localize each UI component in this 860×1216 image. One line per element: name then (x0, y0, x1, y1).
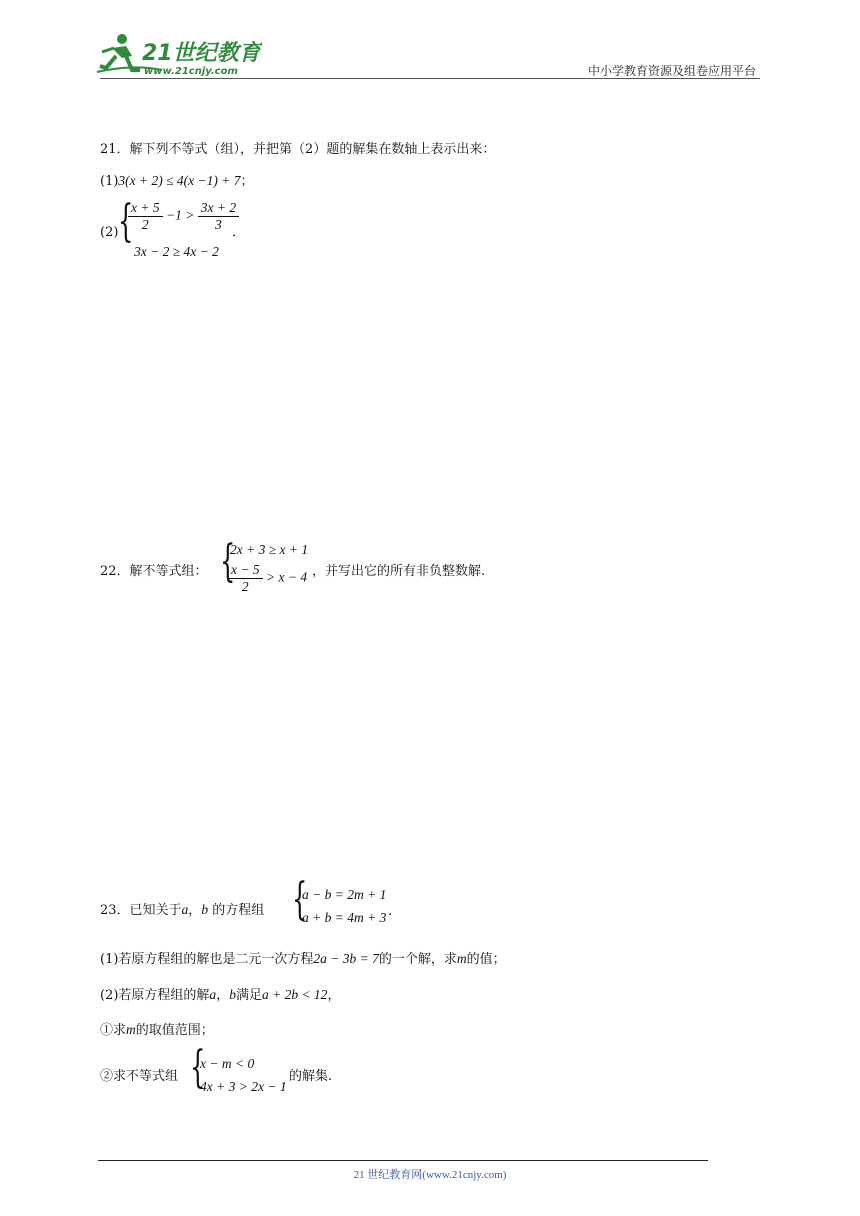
q23-c2-text-a: ②求不等式组 (100, 1069, 179, 1084)
q23-c1-var: m (126, 1022, 136, 1037)
q23-c2-text-b: 的解集. (289, 1069, 333, 1084)
q21-system-line1 (128, 200, 239, 233)
q23-p1-text-c: 的值； (466, 952, 506, 967)
logo-url: www.21cnjy.com (144, 66, 238, 77)
q23-c2-line1: x − m < 0 (200, 1056, 255, 1071)
q23-p1-text-a: (1)若原方程组的解也是二元一次方程 (100, 952, 314, 967)
q21-part1-label: (1) (100, 174, 119, 189)
q22-prefix: 22．解不等式组： (100, 564, 208, 579)
q21-frac1-num: x + 5 (128, 200, 163, 217)
q22-frac (228, 562, 263, 595)
q23-p2-ineq: a + 2b < 12 (261, 987, 328, 1002)
runner-logo-icon (92, 30, 262, 78)
q23-p1-var: m (456, 951, 467, 966)
q21-stem: 21．解下列不等式（组），并把第（2）题的解集在数轴上表示出来： (100, 142, 496, 157)
q21-frac1-den: 2 (141, 217, 149, 232)
footer-divider (98, 1160, 708, 1161)
q23-part1 (100, 950, 506, 969)
q23-p2-text-a: (2)若原方程组的解 (100, 988, 210, 1003)
q22-frac-num: x − 5 (228, 562, 263, 579)
q21-frac1 (128, 200, 163, 233)
q21-mid: −1 > (165, 207, 195, 223)
q23-p1-text-b: 的一个解，求 (378, 952, 457, 967)
q21-system-line2: 3x − 2 ≥ 4x − 2 (134, 244, 219, 259)
q22-line2-rest: > x − 4 (265, 569, 308, 585)
q23-sys1: a − b = 2m + 1 (302, 887, 387, 902)
site-name: 中小学教育资源及组卷应用平台 (587, 64, 756, 78)
q23-c1-text-b: 的取值范围； (135, 1023, 214, 1038)
q23-p2-var-b: b (229, 987, 236, 1002)
q23-c2-brace: { (190, 1042, 206, 1093)
q23-c2-line2: 4x + 3 > 2x − 1 (200, 1079, 287, 1094)
q22-frac-den: 2 (241, 579, 249, 594)
q21-brace: { (118, 196, 134, 247)
q21-part1-tail: ； (240, 174, 254, 189)
q21-part1-expr: 3(x + 2) ≤ 4(x −1) + 7 (118, 173, 241, 188)
q23-var-a: a (181, 902, 189, 917)
q21-part2-label: (2) (100, 225, 119, 240)
header-divider (100, 78, 760, 79)
q23-p2-text-b: 满足 (235, 988, 262, 1003)
q23-part2 (100, 986, 340, 1005)
footer-text: 21 世纪教育网(www.21cnjy.com) (353, 1169, 507, 1181)
q22-brace: { (220, 536, 236, 587)
q23-sys2: a + b = 4m + 3 (302, 910, 387, 925)
q23-brace: { (292, 874, 308, 925)
q23-p1-eq: 2a − 3b = 7 (313, 951, 379, 966)
q23-p2-tail: ， (327, 988, 341, 1003)
site-logo (92, 30, 262, 78)
q23-p2-var-a: a (209, 987, 217, 1002)
q23-comma: ， (188, 903, 202, 918)
q22-line1: 2x + 3 ≥ x + 1 (230, 542, 309, 557)
q21-part2-tail: ． (232, 225, 246, 240)
q21-part1 (100, 172, 254, 191)
q23-sys-tail: . (388, 904, 393, 919)
q22-suffix: ，并写出它的所有非负整数解. (312, 564, 486, 579)
q23-c1-text-a: ①求 (100, 1023, 127, 1038)
q23-sub1 (100, 1021, 214, 1040)
q21-frac2-num: 3x + 2 (198, 200, 239, 217)
q22-line2 (228, 562, 307, 595)
logo-text: 21世纪教育 (142, 41, 261, 66)
q23-prefix-b: 的方程组 (208, 903, 265, 918)
q23-stem (100, 901, 264, 920)
q23-prefix-a: 23．已知关于 (100, 903, 182, 918)
q23-var-b: b (201, 902, 209, 917)
q21-frac2-den: 3 (215, 217, 222, 232)
q23-p2-comma: ， (216, 988, 230, 1003)
